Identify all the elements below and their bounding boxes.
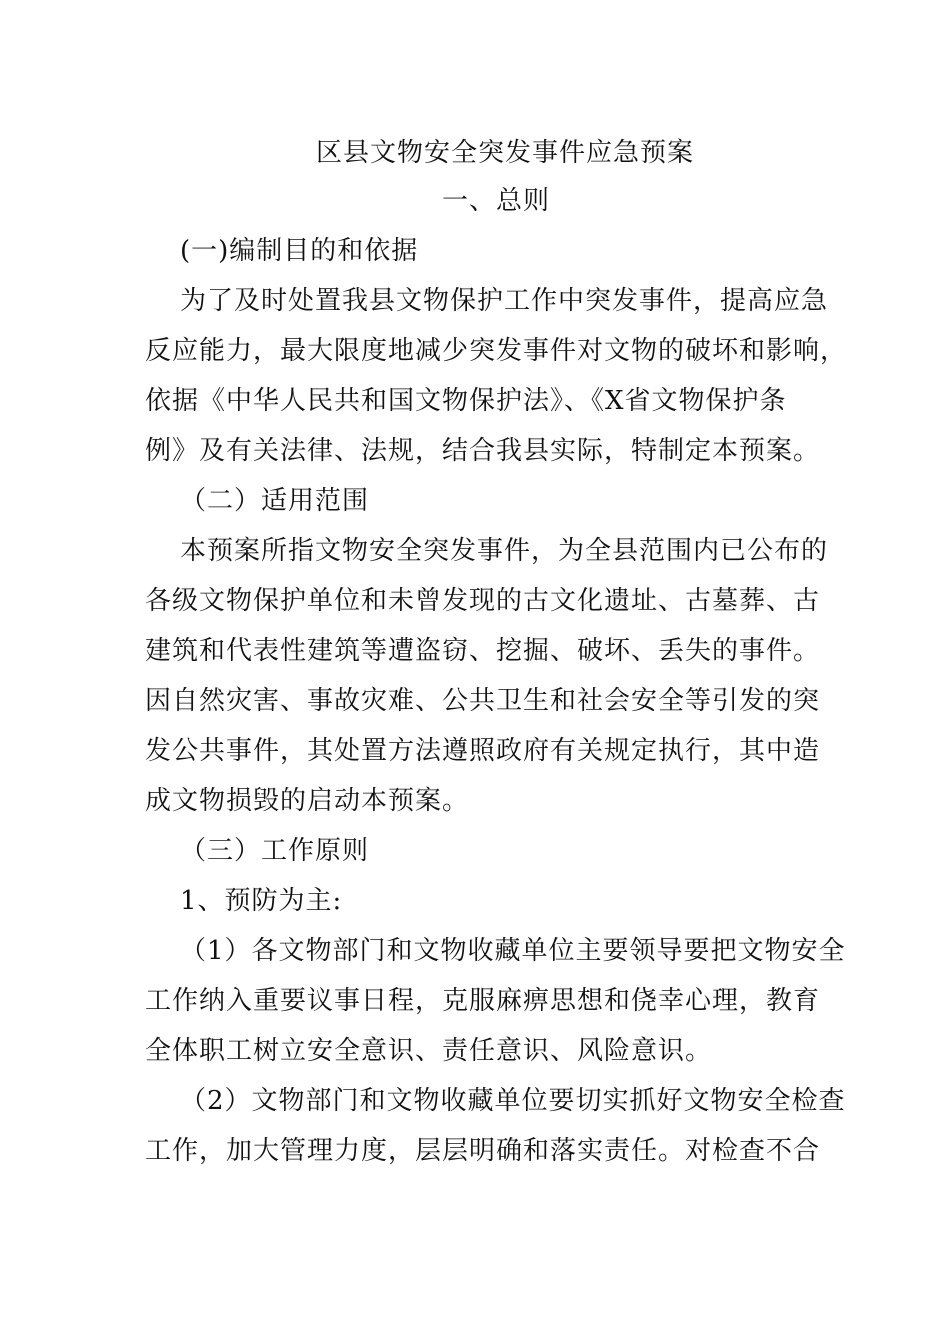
- item-heading-prevention: 1、预防为主:: [180, 886, 343, 916]
- paragraph-line: 反应能力，最大限度地减少突发事件对文物的破坏和影响，: [145, 336, 848, 366]
- paragraph-line: 为了及时处置我县文物保护工作中突发事件，提高应急: [180, 286, 829, 316]
- paragraph-line: 全体职工树立安全意识、责任意识、风险意识。: [145, 1036, 713, 1066]
- subsection-heading-principles: （三）工作原则: [180, 836, 370, 866]
- paragraph-line: （2）文物部门和文物收藏单位要切实抓好文物安全检查: [180, 1086, 846, 1116]
- subsection-heading-scope: （二）适用范围: [180, 486, 370, 516]
- paragraph-line: 各级文物保护单位和未曾发现的古文化遗址、古墓葬、古: [145, 586, 821, 616]
- section-heading-general: 一、总则: [442, 186, 551, 216]
- paragraph-line: 成文物损毁的启动本预案。: [145, 786, 470, 816]
- paragraph-line: 发公共事件，其处置方法遵照政府有关规定执行，其中造: [145, 736, 821, 766]
- paragraph-line: 例》及有关法律、法规，结合我县实际，特制定本预案。: [145, 436, 821, 466]
- paragraph-line: 因自然灾害、事故灾难、公共卫生和社会安全等引发的突: [145, 686, 821, 716]
- subsection-heading-purpose: (一)编制目的和依据: [180, 236, 419, 266]
- paragraph-line: （1）各文物部门和文物收藏单位主要领导要把文物安全: [180, 936, 846, 966]
- paragraph-line: 本预案所指文物安全突发事件，为全县范围内已公布的: [180, 536, 829, 566]
- paragraph-line: 工作，加大管理力度，层层明确和落实责任。对检查不合: [145, 1136, 821, 1166]
- paragraph-line: 建筑和代表性建筑等遭盗窃、挖掘、破坏、丢失的事件。: [145, 636, 821, 666]
- paragraph-line: 依据《中华人民共和国文物保护法》、《X省文物保护条: [145, 386, 787, 416]
- document-title: 区县文物安全突发事件应急预案: [316, 138, 695, 168]
- paragraph-line: 工作纳入重要议事日程，克服麻痹思想和侥幸心理，教育: [145, 986, 821, 1016]
